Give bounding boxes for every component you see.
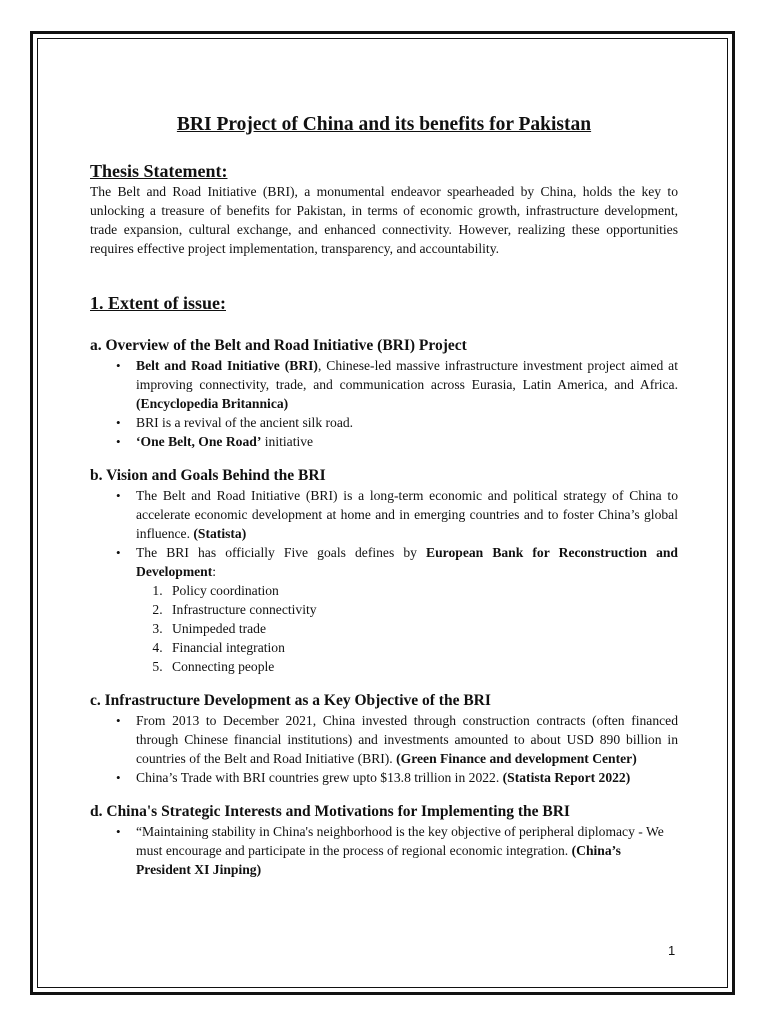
subsection-d — [90, 802, 678, 879]
subsection-a — [90, 336, 678, 451]
goal-item: 1. Policy coordination — [166, 581, 678, 600]
list-item — [136, 768, 678, 787]
section-1-heading: 1. Extent of issue: — [90, 293, 226, 313]
goal-item: 3. Unimpeded trade — [166, 619, 678, 638]
subsection-b-heading: b. Vision and Goals Behind the BRI — [90, 467, 326, 484]
source-citation: (Statista) — [193, 526, 247, 541]
document-body — [90, 112, 678, 894]
bullet-text: BRI is a revival of the ancient silk road. — [136, 415, 354, 430]
list-item — [136, 432, 678, 451]
subsection-c — [90, 691, 678, 787]
bri-term: Belt and Road Initiative (BRI) — [136, 358, 318, 373]
source-citation: (Green Finance and development Center) — [396, 751, 637, 766]
list-item — [136, 486, 678, 543]
thesis-text: The Belt and Road Initiative (BRI), a monumental endeavor spearheaded by China, holds the key to unlocking a treasure of benefits for Pakistan, in terms of economic growth, infrastructure development, trade expansion, cultural exchange, and enhanced connectivity. However, realizing these opportunities requires effective project implementation, transparency, and accountability. — [90, 184, 678, 256]
goal-item: 2. Infrastructure connectivity — [166, 600, 678, 619]
source-citation: (China’s President XI Jinping) — [136, 843, 621, 877]
bullet-text: From 2013 to December 2021, China invested through construction contracts (often financed through Chinese financial institutions) and investments amounted to about USD 890 billion in countries of the Belt and Road Initiative (BRI). — [136, 713, 678, 766]
goal-item: 5. Connecting people — [166, 657, 678, 676]
list-item — [136, 413, 678, 432]
source-citation: (Encyclopedia Britannica) — [136, 396, 289, 411]
subsection-c-list — [90, 711, 678, 787]
subsection-a-list — [90, 356, 678, 451]
ebrd-name: European Bank for Reconstruction and Development — [136, 545, 678, 579]
list-item — [136, 356, 678, 413]
subsection-b — [90, 466, 678, 676]
bullet-text: , Chinese-led massive infrastructure investment project aimed at improving connectivity, trade, and communication across Eurasia, Latin America, and Africa. — [136, 358, 678, 392]
list-item — [136, 711, 678, 768]
bullet-text: The Belt and Road Initiative (BRI) is a long-term economic and political strategy of China to accelerate economic development at home and in emerging countries and to foster China’s global influence. — [136, 488, 678, 541]
document-title: BRI Project of China and its benefits for Pakistan — [176, 114, 592, 135]
thesis-heading: Thesis Statement: — [90, 161, 228, 181]
obor-term: ‘One Belt, One Road’ — [136, 434, 262, 449]
subsection-c-heading: c. Infrastructure Development as a Key Objective of the BRI — [90, 692, 491, 709]
page-number: 1 — [668, 943, 676, 958]
subsection-d-list — [90, 822, 678, 879]
source-citation: (Statista Report 2022) — [502, 770, 631, 785]
subsection-b-list — [90, 486, 678, 676]
list-item — [136, 543, 678, 676]
goal-item: 4. Financial integration — [166, 638, 678, 657]
bullet-text: “Maintaining stability in China's neighborhood is the key objective of peripheral diplomacy - We must encourage and participate in the process of regional economic integration. — [136, 824, 664, 858]
subsection-d-heading: d. China's Strategic Interests and Motivations for Implementing the BRI — [90, 803, 570, 820]
subsection-a-heading: a. Overview of the Belt and Road Initiative (BRI) Project — [90, 337, 467, 354]
list-item — [136, 822, 678, 879]
bullet-text: initiative — [261, 434, 314, 449]
goals-list — [136, 581, 678, 676]
bullet-text-tail: : — [212, 564, 217, 579]
bullet-text: China’s Trade with BRI countries grew upto $13.8 trillion in 2022. — [136, 770, 503, 785]
bullet-text: The BRI has officially Five goals defines by — [136, 545, 427, 560]
